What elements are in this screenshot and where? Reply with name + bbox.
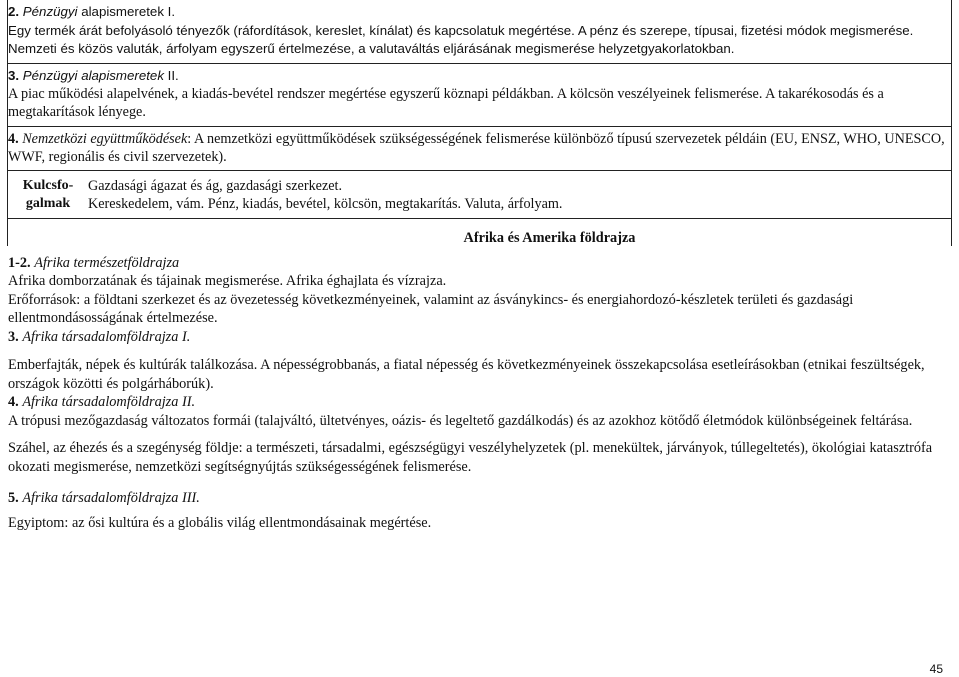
section-title-rest: alapismeretek I. <box>77 4 176 19</box>
topic-title: Afrika társadalomföldrajza II. <box>22 394 196 411</box>
topic-paragraph: Erőforrások: a földtani szerkezet és az övezetesség következményeinek, valamint az ásványkincs- és energiahordozó-készletek területi és gazdasági ellentmondásosságának értelmezése. <box>8 291 854 327</box>
kulcsfogalmak-label-line2: galmak <box>25 196 71 212</box>
section-title: Pénzügyi <box>22 4 78 19</box>
section-text: : A nemzetközi együttműködések szükségességének felismerése különböző típusú szervezetek példáin (EU, ENSZ, WHO, UNESCO, WWF, regionális és civil szervezetek). <box>8 130 945 165</box>
section-nemzetkozi <box>8 127 951 172</box>
topic-number: 3. <box>8 328 19 345</box>
kulcsfogalmak-text <box>88 174 562 214</box>
kulcsfogalmak-row <box>8 171 951 219</box>
topic-title: Afrika természetföldrajza <box>34 254 180 271</box>
section-title: Pénzügyi alapismeretek <box>22 67 164 83</box>
africa-heading: Afrika és Amerika földrajza <box>463 229 636 246</box>
page-number: 45 <box>929 662 943 676</box>
section-penzugyi-1 <box>8 0 951 64</box>
topic-paragraph: A trópusi mezőgazdaság változatos formái (talajváltó, ültetvényes, oázis- és legeltető gazdálkodás) és az azokhoz kötődő életmódok különbségeinek feltárása. <box>8 412 913 429</box>
section-title: Nemzetközi együttműködések <box>22 130 188 147</box>
topic-paragraph: Emberfajták, népek és kultúrák találkozása. A népességrobbanás, a fiatal népesség és következményeinek összekapcsolása esetleírásokban (etnikai feszültségek, országok közötti és polgárháborúk). <box>8 357 925 392</box>
topic-title: Afrika társadalomföldrajza III. <box>22 490 200 507</box>
document-page <box>8 0 951 532</box>
topic-paragraph: Afrika domborzatának és tájainak megismerése. Afrika éghajlata és vízrajza. <box>8 273 447 290</box>
section-number: 2. <box>8 4 20 19</box>
kulcsfogalmak-line2: Kereskedelem, vám. Pénz, kiadás, bevétel, kölcsön, megtakarítás. Valuta, árfolyam. <box>88 196 563 213</box>
topic-number: 1-2. <box>8 254 31 271</box>
section-number: 3. <box>8 67 20 83</box>
topic-number: 5. <box>8 490 19 507</box>
kulcsfogalmak-line1: Gazdasági ágazat és ág, gazdasági szerkezet. <box>88 178 343 195</box>
topic-number: 4. <box>8 394 19 411</box>
section-penzugyi-2 <box>8 64 951 127</box>
section-text: Egy termék árát befolyásoló tényezők (ráfordítások, kereslet, kínálat) és kapcsolatuk megértése. A pénz és szerepe, típusai, fizetési módok megismerése. Nemzeti és közös valuták, árfolyam egyszerű értelmezése, a valutaváltás eljárásának megismerése helyzetgyakorlatokban. <box>8 22 914 56</box>
topic-title: Afrika társadalomföldrajza I. <box>22 328 191 345</box>
section-title-rest: II. <box>163 67 179 83</box>
kulcsfogalmak-label-line1: Kulcsfo- <box>22 178 74 194</box>
section-number: 4. <box>8 130 19 147</box>
topic-paragraph: Egyiptom: az ősi kultúra és a globális világ ellentmondásainak megértése. <box>8 514 432 531</box>
kulcsfogalmak-label <box>8 174 88 214</box>
table-right-border <box>951 0 952 246</box>
section-text: A piac működési alapelvének, a kiadás-bevétel rendszer megértése egyszerű köznapi példákban. A kölcsön veszélyeinek felismerése. A takarékosodás és a megtakarítások lényege. <box>8 86 884 121</box>
topic-paragraph: Száhel, az éhezés és a szegénység földje: a természeti, társadalmi, egészségügyi veszélyhelyzetek (pl. menekültek, járványok, túllegeltetés), ökológiai katasztrófa okozati megismerése, nemzetközi segítségnyújtás szükségességének felismerése. <box>8 440 933 475</box>
